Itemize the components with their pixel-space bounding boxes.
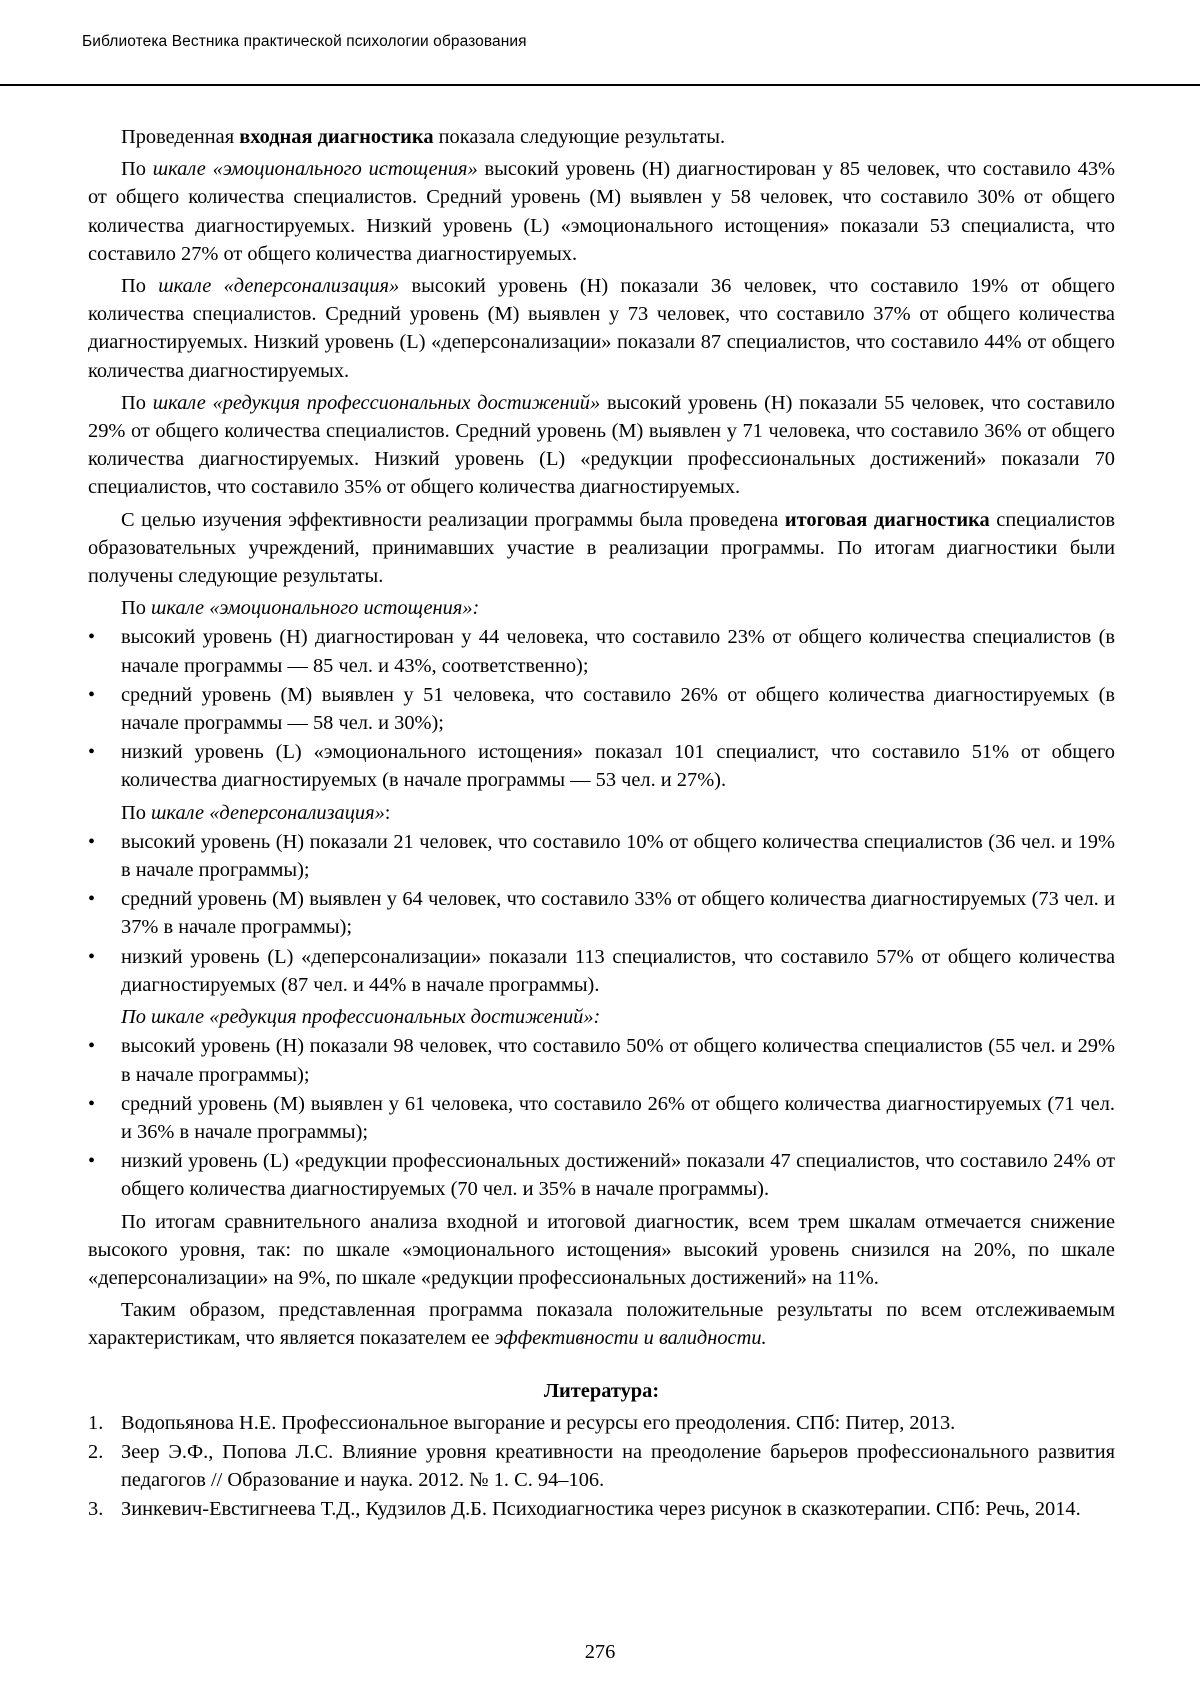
scale-name: шкале «деперсонализация» bbox=[151, 801, 385, 824]
scale-name: шкале «эмоционального истощения»: bbox=[151, 597, 480, 620]
text-run: показала следующие результаты. bbox=[433, 126, 726, 148]
scale3-lead bbox=[88, 1003, 1115, 1031]
paragraph-comparison: По итогам сравнительного анализа входной и итоговой диагностик, всем трем шкалам отмечается снижение высокого уровня, так: по шкале «эмоционального истощения» высокий уровень снизился на 20%, по шкале «деперсонализации» на 9%, по шкале «редукции профессиональных достижений» на 11%. bbox=[88, 1210, 1115, 1289]
reference-text: Водопьянова Н.Е. Профессиональное выгорание и ресурсы его преодоления. СПб: Питер, 2013. bbox=[121, 1411, 956, 1434]
reference-item bbox=[88, 1495, 1115, 1523]
text-run: : bbox=[384, 801, 391, 824]
list-item: • высокий уровень (H) показали 98 человек, что составило 50% от общего количества специалистов (55 чел. и 29% в начале программы); bbox=[88, 1032, 1115, 1088]
text-run: С целью изучения эффективности реализации программы была проведена bbox=[121, 508, 785, 531]
paragraph-reduction-entry bbox=[88, 389, 1115, 502]
reference-item bbox=[88, 1409, 1115, 1437]
list-item: • низкий уровень (L) «деперсонализации» показали 113 специалистов, что составило 57% от общего количества диагностируемых (87 чел. и 44% в начале программы). bbox=[88, 943, 1115, 999]
scale1-list bbox=[88, 623, 1115, 794]
reference-number: 3. bbox=[88, 1498, 104, 1521]
text-run: высокий уровень (H) показали 36 человек, что составило 19% от общего количества специалистов. Средний уровень (M) выявлен у 73 человек, что составило 37% от общего количества диагностируемых. Низкий уровень (L) «деперсонализации» показали 87 специалистов, что составило 44% от общего количества диагностируемых. bbox=[88, 275, 1115, 382]
scale2-list bbox=[88, 828, 1115, 999]
list-item: • средний уровень (M) выявлен у 51 человека, что составило 26% от общего количества диагностируемых (в начале программы — 58 чел. и 30%); bbox=[88, 681, 1115, 737]
reference-number: 2. bbox=[88, 1440, 104, 1463]
text-run: специалистов образовательных учреждений, принимавших участие в реализации программы. По итогам диагностики были получены следующие результаты. bbox=[88, 508, 1115, 588]
paragraph-entry-diagnostics bbox=[88, 123, 1115, 151]
running-head: Библиотека Вестника практической психологии образования bbox=[82, 33, 527, 50]
list-item: • высокий уровень (H) показали 21 человек, что составило 10% от общего количества специалистов (36 чел. и 19% в начале программы); bbox=[88, 828, 1115, 884]
text-run: высокий уровень (H) показали 55 человек, что составило 29% от общего количества специалистов. Средний уровень (M) выявлен у 71 человека, что составило 36% от общего количества диагностируемых. Низкий уровень (L) «редукции профессиональных достижений» показали 70 специалистов, что составило 35% от общего количества диагностируемых. bbox=[88, 391, 1115, 499]
list-item: • низкий уровень (L) «эмоционального истощения» показал 101 специалист, что составило 51% от общего количества диагностируемых (в начале программы — 53 чел. и 27%). bbox=[88, 738, 1115, 794]
scale1-lead bbox=[88, 594, 1115, 622]
text-run: Проведенная bbox=[121, 126, 240, 148]
paragraph-final-diagnostics bbox=[88, 506, 1115, 591]
scale3-list bbox=[88, 1032, 1115, 1203]
text-run: Таким образом, представленная программа показала положительные результаты по всем отслеживаемым характеристикам, что является показателем ее bbox=[88, 1299, 1115, 1350]
text-run: высокий уровень (H) диагностирован у 85 человек, что составило 43% от общего количества специалистов. Средний уровень (M) выявлен у 58 человек, что составило 30% от общего количества диагностируемых. Низкий уровень (L) «эмоционального истощения» показали 53 специалиста, что составило 27% от общего количества диагностируемых. bbox=[88, 158, 1116, 265]
bold-term: входная диагностика bbox=[239, 126, 434, 148]
reference-text: Зинкевич-Евстигнеева Т.Д., Кудзилов Д.Б. Психодиагностика через рисунок в сказкотерапии. СПб: Речь, 2014. bbox=[121, 1498, 1081, 1521]
reference-number: 1. bbox=[88, 1411, 104, 1434]
scale-name: По шкале «редукция профессиональных достижений»: bbox=[121, 1006, 601, 1029]
scale-name: шкале «эмоционального истощения» bbox=[152, 158, 478, 181]
text-run: По bbox=[121, 597, 152, 620]
references-list bbox=[88, 1409, 1115, 1524]
scale-name: шкале «редукция профессиональных достижений» bbox=[152, 391, 601, 414]
reference-item bbox=[88, 1438, 1115, 1494]
references-title: Литература: bbox=[543, 1379, 660, 1402]
paragraph-conclusion bbox=[88, 1296, 1115, 1352]
reference-text: Зеер Э.Ф., Попова Л.С. Влияние уровня креативности на преодоление барьеров профессионального развития педагогов // Образование и наука. 2012. № 1. С. 94–106. bbox=[121, 1440, 1115, 1491]
list-item: • средний уровень (M) выявлен у 64 человек, что составило 33% от общего количества диагностируемых (73 чел. и 37% в начале программы); bbox=[88, 885, 1115, 941]
article-body bbox=[88, 123, 1115, 1524]
header-rule bbox=[0, 84, 1200, 86]
paragraph-exhaustion-entry bbox=[88, 155, 1115, 268]
emphasis: эффективности и валидности. bbox=[494, 1327, 767, 1350]
text-run: По bbox=[121, 801, 152, 824]
scale2-lead bbox=[88, 799, 1115, 827]
list-item: • средний уровень (M) выявлен у 61 человека, что составило 26% от общего количества диагностируемых (71 чел. и 36% в начале программы); bbox=[88, 1090, 1115, 1146]
paragraph-depersonalization-entry bbox=[88, 272, 1115, 385]
list-item: • низкий уровень (L) «редукции профессиональных достижений» показали 47 специалистов, что составило 24% от общего количества диагностируемых (70 чел. и 35% в начале программы). bbox=[88, 1147, 1115, 1203]
text-run: По bbox=[121, 158, 153, 181]
bold-term: итоговая диагностика bbox=[784, 508, 990, 531]
text-run: По bbox=[121, 391, 153, 414]
text-run: По bbox=[121, 275, 159, 298]
page-number: 276 bbox=[584, 1641, 616, 1663]
list-item: • высокий уровень (H) диагностирован у 44 человека, что составило 23% от общего количества специалистов (в начале программы — 85 чел. и 43%, соответственно); bbox=[88, 623, 1115, 679]
scale-name: шкале «деперсонализация» bbox=[158, 275, 400, 298]
